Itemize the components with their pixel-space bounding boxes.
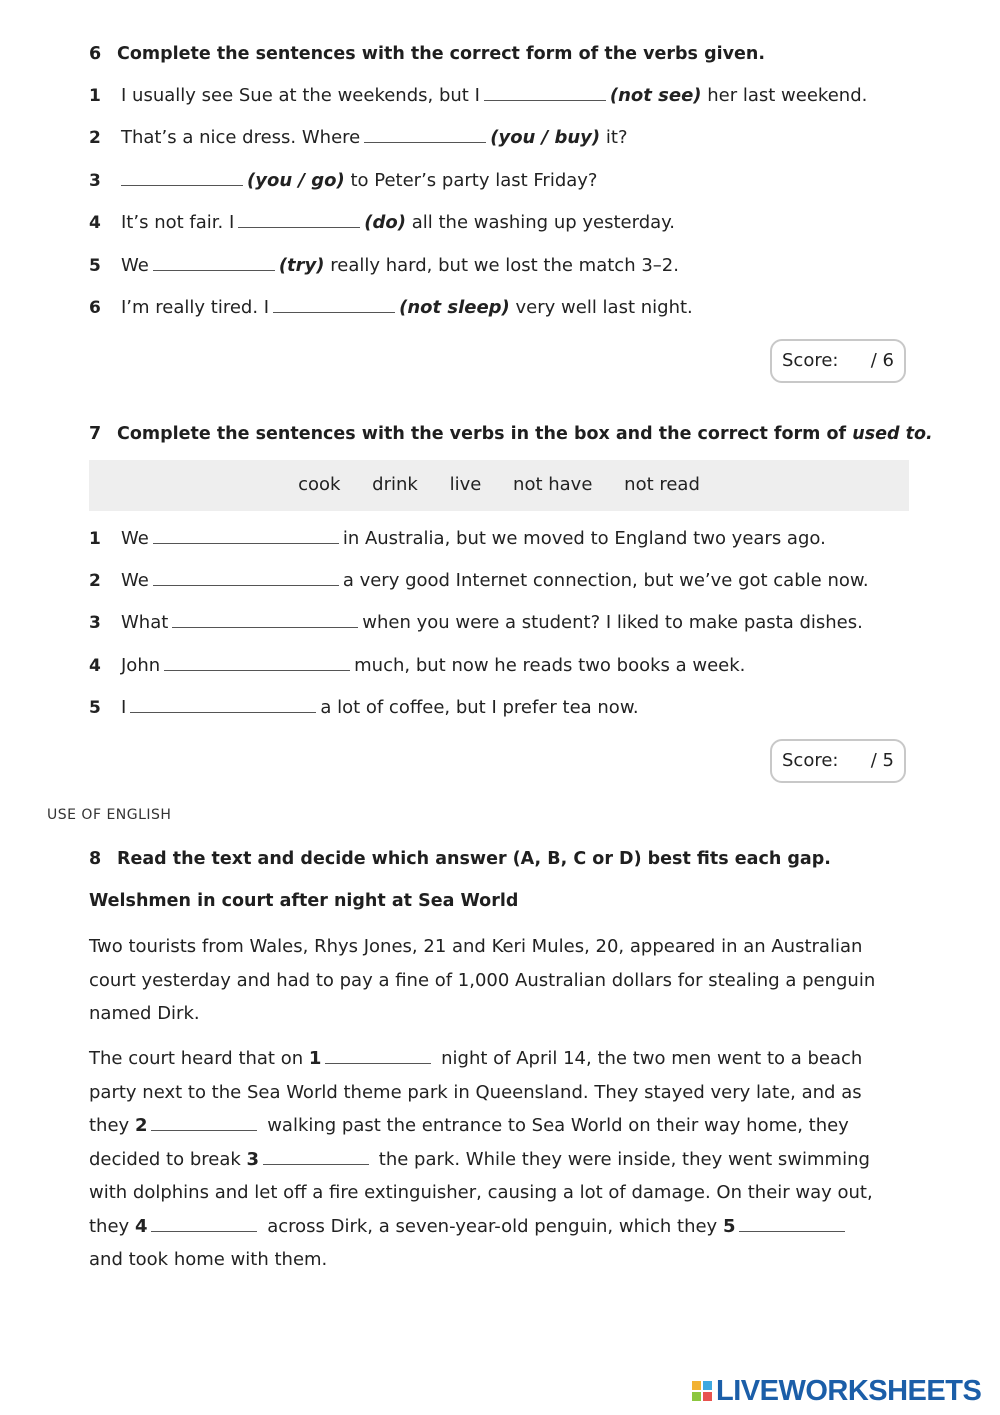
sentence-end: all the washing up yesterday. (411, 212, 675, 233)
score-box-7 (770, 739, 906, 783)
sentence-start: John (121, 655, 161, 676)
answer-blank[interactable] (121, 184, 243, 186)
answer-blank[interactable] (172, 626, 358, 628)
gap-number: 5 (722, 1215, 736, 1237)
word-box-item: not read (624, 474, 700, 495)
word-box-item: drink (372, 474, 418, 495)
sentence-end: in Australia, but we moved to England two years ago. (342, 528, 826, 549)
exercise-6-heading (89, 44, 765, 64)
ex7-item-5 (89, 697, 639, 718)
gap-blank[interactable] (151, 1230, 257, 1232)
exercise-instruction: Complete the sentences with the verbs in the box and the correct form of (117, 424, 847, 444)
gap-blank[interactable] (739, 1230, 845, 1232)
text-segment: the park. While they were inside, they went swimming with dolphins and let off a fire extinguisher, causing a lot of damage. On their way out, they (89, 1148, 873, 1237)
sentence-end: a lot of coffee, but I prefer tea now. (320, 697, 639, 718)
answer-blank[interactable] (153, 584, 339, 586)
answer-blank[interactable] (153, 269, 275, 271)
answer-blank[interactable] (130, 711, 316, 713)
sentence-end: very well last night. (515, 297, 693, 318)
item-number: 2 (89, 571, 101, 591)
sentence-start: It’s not fair. I (121, 212, 235, 233)
verb-hint: (do) (364, 212, 406, 233)
item-number: 2 (89, 128, 101, 148)
sentence-end: much, but now he reads two books a week. (354, 655, 746, 676)
logo-squares-icon (692, 1381, 712, 1401)
exercise-number: 7 (89, 424, 102, 444)
gap-number: 4 (134, 1215, 148, 1237)
word-box (89, 460, 909, 511)
sentence-end: her last weekend. (707, 85, 868, 106)
ex6-item-3 (89, 170, 598, 191)
score-label: Score: (782, 750, 839, 771)
gap-number: 3 (246, 1148, 260, 1170)
sentence-end: a very good Internet connection, but we’ve got cable now. (342, 570, 869, 591)
word-box-item: cook (298, 474, 341, 495)
gap-blank[interactable] (263, 1163, 369, 1165)
gap-number: 2 (134, 1115, 148, 1136)
score-label: Score: (782, 350, 839, 371)
sentence-end: it? (605, 127, 628, 148)
sentence-start: I usually see Sue at the weekends, but I (121, 85, 480, 106)
sentence-start: We (121, 255, 149, 276)
gap-number: 1 (308, 1048, 322, 1069)
verb-hint: (not see) (609, 85, 702, 106)
ex6-item-4 (89, 212, 675, 233)
exercise-number: 6 (89, 44, 102, 64)
item-number: 4 (89, 656, 101, 676)
ex6-item-2 (89, 127, 628, 148)
ex6-item-5 (89, 255, 679, 276)
verb-hint: (not sleep) (399, 297, 510, 318)
item-number: 1 (89, 86, 101, 106)
verb-hint: (try) (278, 255, 325, 276)
answer-blank[interactable] (364, 141, 486, 143)
sentence-start: We (121, 528, 149, 549)
item-number: 6 (89, 298, 101, 318)
sentence-start: What (121, 612, 169, 633)
ex6-item-6 (89, 297, 693, 318)
exercise-instruction-italic: used to. (852, 424, 933, 444)
article-paragraph-2 (89, 1042, 889, 1277)
item-number: 3 (89, 613, 101, 633)
gap-blank[interactable] (151, 1129, 257, 1131)
sentence-start: We (121, 570, 149, 591)
verb-hint: (you / go) (247, 170, 345, 191)
section-label: USE OF ENGLISH (47, 807, 172, 823)
gap-blank[interactable] (325, 1062, 431, 1064)
article-paragraph-1: Two tourists from Wales, Rhys Jones, 21 and Keri Mules, 20, appeared in an Australian court yesterday and had to pay a fine of 1,000 Australian dollars for stealing a penguin named Dirk. (89, 936, 876, 1024)
item-number: 3 (89, 171, 101, 191)
article-title: Welshmen in court after night at Sea World (89, 891, 519, 911)
answer-blank[interactable] (484, 99, 606, 101)
sentence-end: really hard, but we lost the match 3–2. (330, 255, 679, 276)
ex7-item-4 (89, 655, 745, 676)
verb-hint: (you / buy) (490, 127, 601, 148)
sentence-end: when you were a student? I liked to make pasta dishes. (362, 612, 863, 633)
logo-text: LIVEWORKSHEETS (716, 1374, 982, 1407)
text-segment: night of April 14, the two men went to a beach party next to the Sea World theme park in Queensland. They stayed very late, and as they (89, 1048, 863, 1136)
answer-blank[interactable] (164, 669, 350, 671)
ex7-item-3 (89, 612, 863, 633)
ex6-item-1 (89, 85, 867, 106)
score-total: / 5 (870, 750, 894, 771)
sentence-start: I (121, 697, 127, 718)
liveworksheets-logo[interactable] (692, 1376, 981, 1406)
exercise-instruction: Complete the sentences with the correct form of the verbs given. (117, 44, 765, 64)
answer-blank[interactable] (238, 226, 360, 228)
score-total: / 6 (870, 350, 894, 371)
answer-blank[interactable] (153, 542, 339, 544)
text-segment: and took home with them. (89, 1249, 328, 1270)
ex7-item-1 (89, 528, 826, 549)
exercise-instruction: Read the text and decide which answer (A, B, C or D) best fits each gap. (117, 849, 831, 869)
item-number: 5 (89, 256, 101, 276)
sentence-start: That’s a nice dress. Where (121, 127, 361, 148)
exercise-number: 8 (89, 849, 102, 869)
text-segment: across Dirk, a seven-year-old penguin, which they (267, 1215, 718, 1237)
text-segment: The court heard that on (89, 1048, 304, 1069)
ex7-item-2 (89, 570, 869, 591)
sentence-start: I’m really tired. I (121, 297, 270, 318)
word-box-item: live (449, 474, 482, 495)
exercise-7-heading (89, 424, 933, 444)
exercise-8-heading (89, 849, 831, 869)
text-segment: walking past the entrance to Sea World on their way home, they decided to break (89, 1115, 849, 1170)
sentence-end: to Peter’s party last Friday? (350, 170, 598, 191)
word-box-item: not have (513, 474, 593, 495)
score-box-6 (770, 339, 906, 383)
item-number: 1 (89, 529, 101, 549)
item-number: 5 (89, 698, 101, 718)
answer-blank[interactable] (273, 311, 395, 313)
item-number: 4 (89, 213, 101, 233)
